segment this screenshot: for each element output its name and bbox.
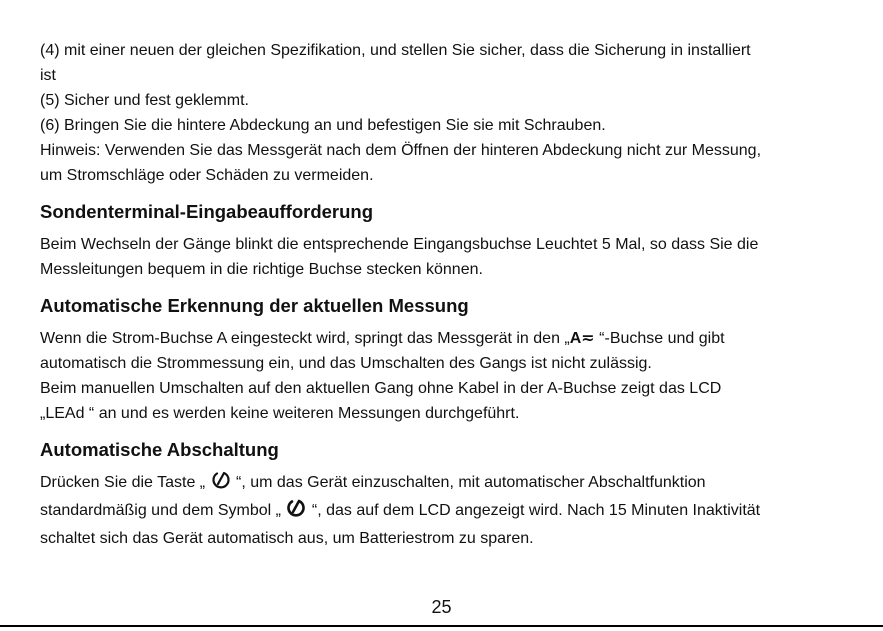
- section-heading-current-detection: Automatische Erkennung der aktuellen Messung: [40, 295, 469, 316]
- section2-line-1-before: Wenn die Strom-Buchse A eingesteckt wird, springt das Messgerät in den „: [40, 330, 570, 347]
- section3-line-2: [40, 498, 845, 526]
- section3-line-2-before: standardmäßig und dem Symbol „: [40, 502, 286, 519]
- section-heading-auto-power-off: Automatische Abschaltung: [40, 439, 279, 460]
- section3-line-1: [40, 470, 845, 498]
- section3-line-3: schaltet sich das Gerät automatisch aus, um Batteriestrom zu sparen.: [40, 530, 534, 547]
- intro-line-1: (4) mit einer neuen der gleichen Spezifikation, und stellen Sie sicher, dass die Sicherung in installiert: [40, 42, 751, 59]
- intro-line-4: (6) Bringen Sie die hintere Abdeckung an und befestigen Sie sie mit Schrauben.: [40, 117, 606, 134]
- intro-line-5: Hinweis: Verwenden Sie das Messgerät nach dem Öffnen der hinteren Abdeckung nicht zur Messung,: [40, 142, 762, 159]
- section3-line-1-after: “, um das Gerät einzuschalten, mit automatischer Abschaltfunktion: [231, 474, 706, 491]
- page-number: 25: [431, 597, 452, 617]
- section2-line-1: [40, 326, 845, 351]
- intro-line-3: (5) Sicher und fest geklemmt.: [40, 92, 249, 109]
- ac-current-symbol: A≂: [569, 330, 595, 347]
- document-page: [40, 38, 845, 551]
- intro-line-2: ist: [40, 67, 56, 84]
- section1-line-2: Messleitungen bequem in die richtige Buchse stecken können.: [40, 261, 483, 278]
- section1-line-1: Beim Wechseln der Gänge blinkt die entsprechende Eingangsbuchse Leuchtet 5 Mal, so dass Sie die: [40, 236, 759, 253]
- section2-line-2: automatisch die Strommessung ein, und das Umschalten des Gangs ist nicht zulässig.: [40, 355, 652, 372]
- intro-line-6: um Stromschläge oder Schäden zu vermeiden.: [40, 167, 374, 184]
- section2-line-4: „LEAd “ an und es werden keine weiteren Messungen durchgeführt.: [40, 405, 520, 422]
- section2-line-1-after: “-Buchse und gibt: [594, 330, 725, 347]
- section3-line-2-after: “, das auf dem LCD angezeigt wird. Nach 15 Minuten Inaktivität: [307, 502, 761, 519]
- auto-power-off-symbol-icon: [285, 498, 307, 526]
- auto-power-off-button-icon: [210, 470, 232, 498]
- bottom-rule: [0, 625, 883, 627]
- section3-line-1-before: Drücken Sie die Taste „: [40, 474, 210, 491]
- section-heading-probe-terminal: Sondenterminal-Eingabeaufforderung: [40, 201, 374, 222]
- section2-line-3: Beim manuellen Umschalten auf den aktuellen Gang ohne Kabel in der A-Buchse zeigt das LCD: [40, 380, 722, 397]
